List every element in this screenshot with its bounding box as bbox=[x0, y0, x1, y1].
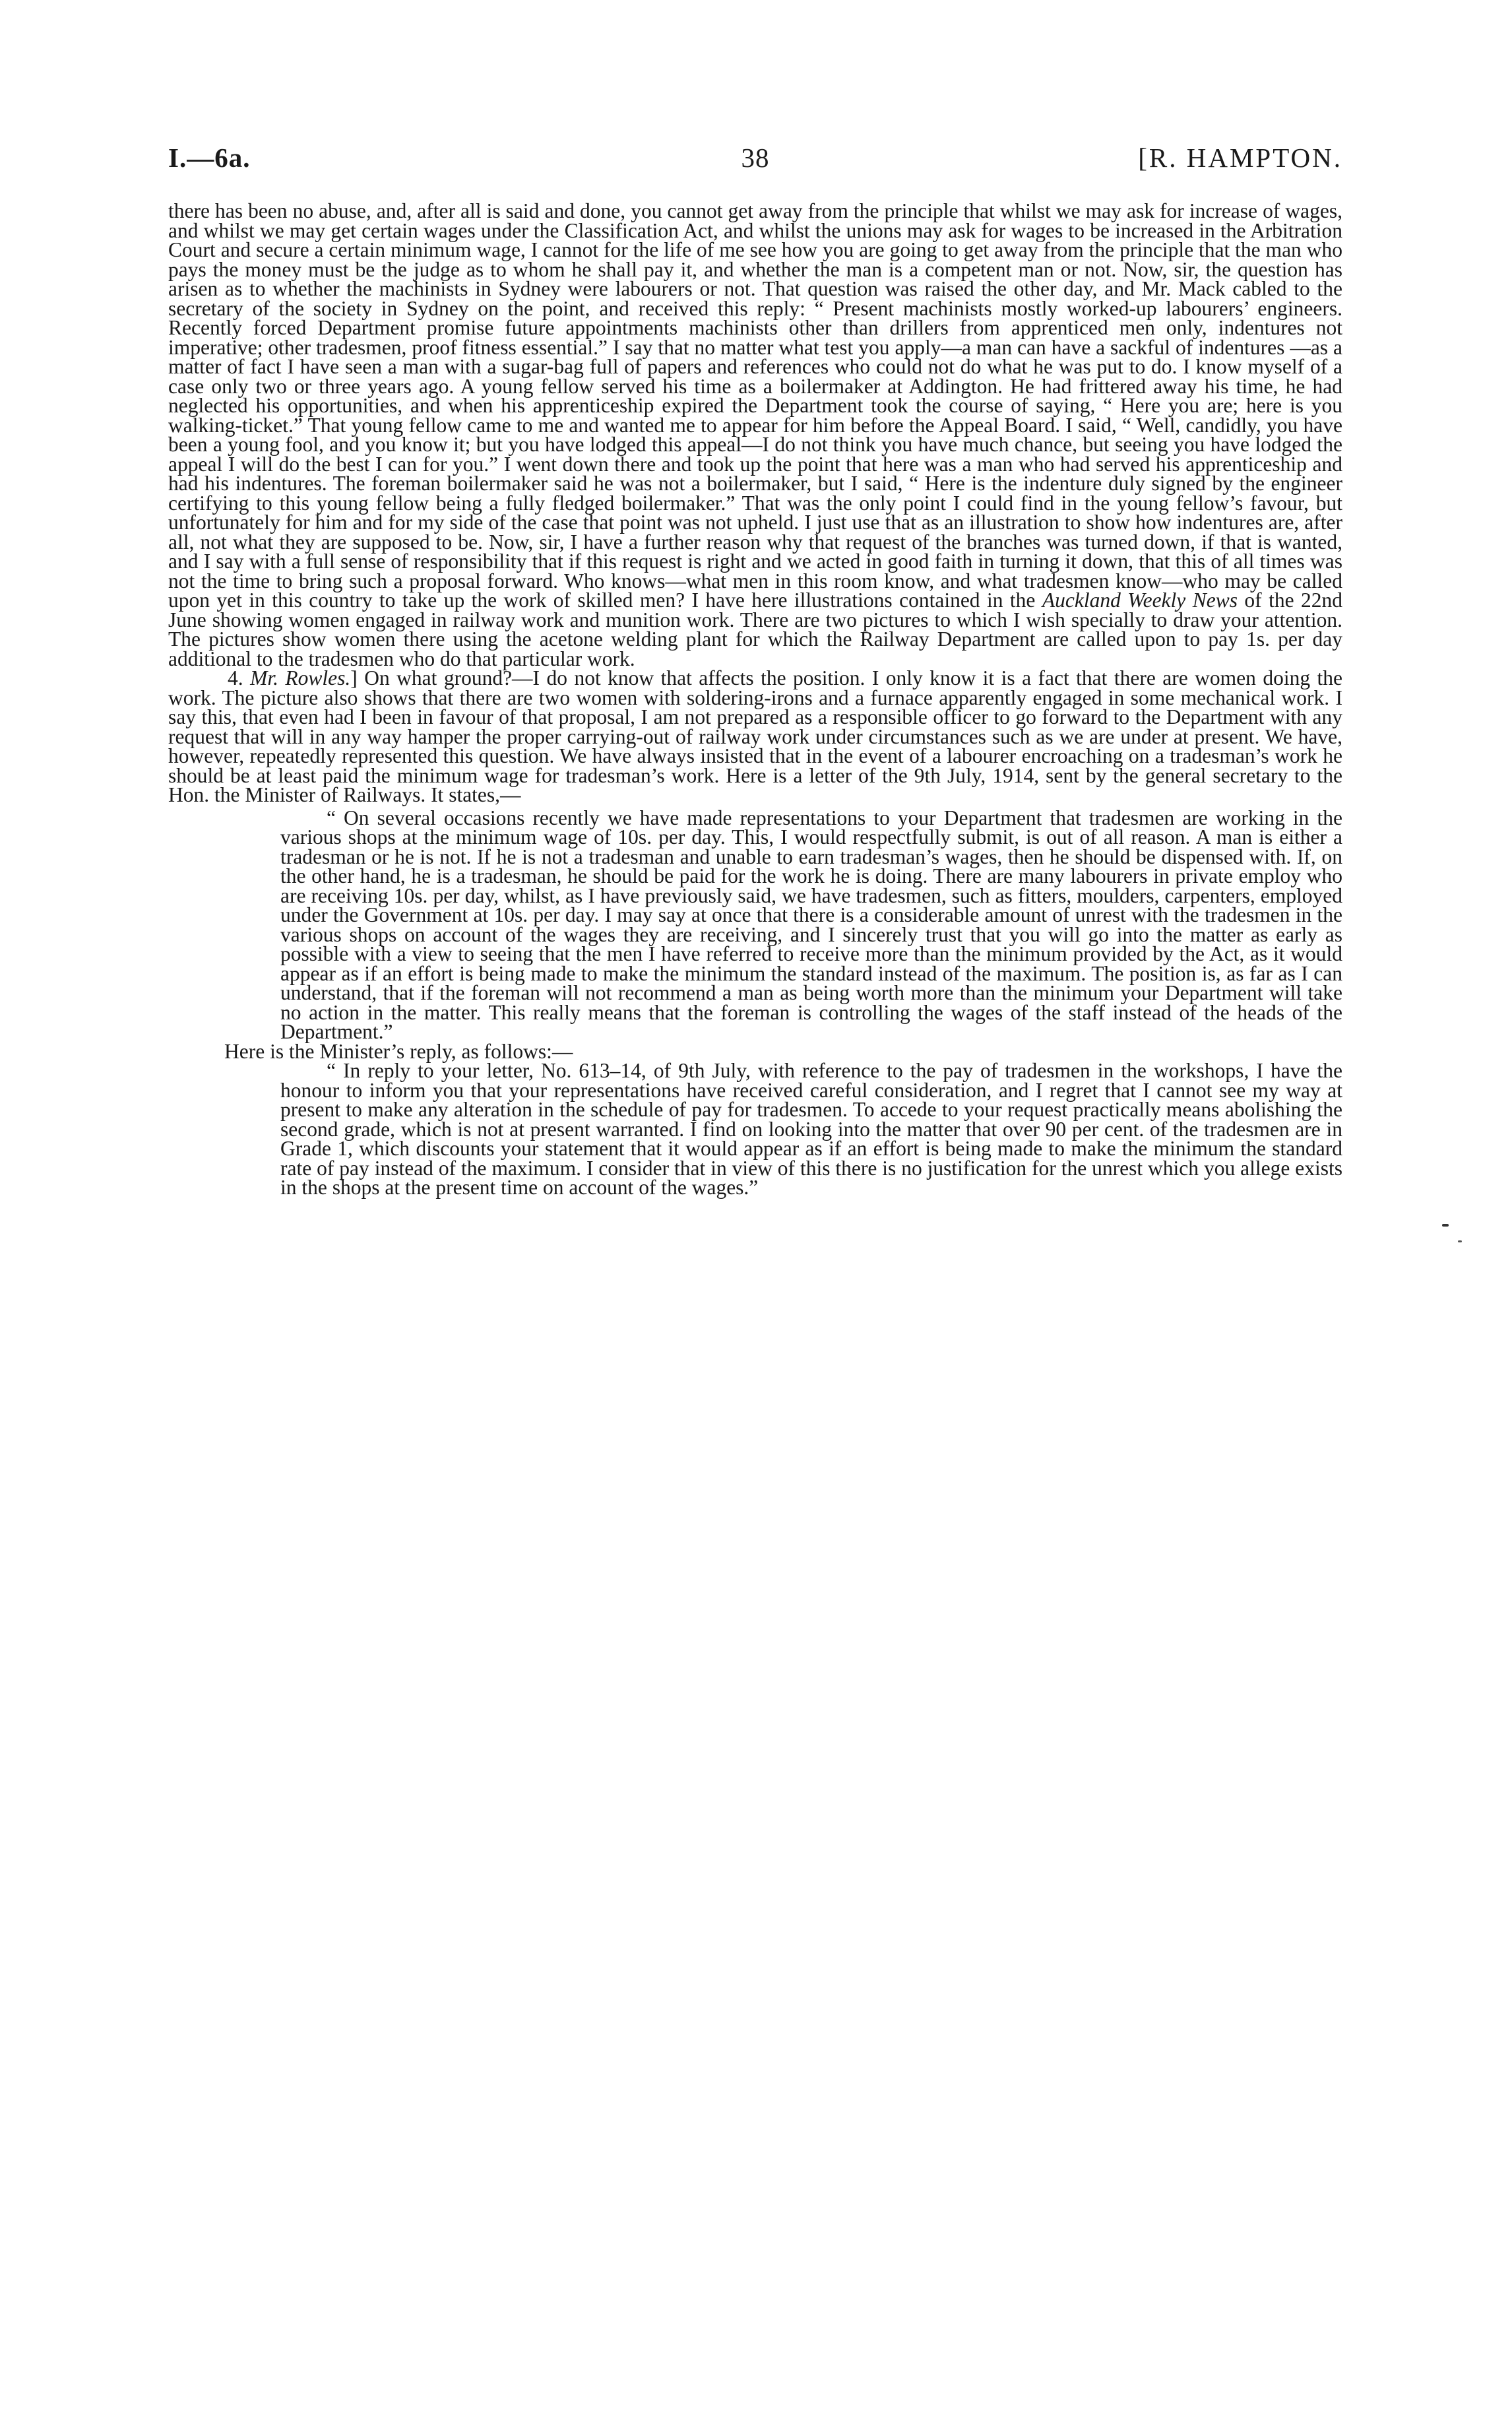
header-reference: I.—6a. bbox=[168, 143, 251, 173]
paragraph-minister-reply: Here is the Minister’s reply, as follows:— bbox=[224, 1039, 573, 1063]
quoted-letter-1: “ On several occasions recently we have made representations to your Department that tradesmen are working in the various shops at the minimum wage of 10s. per day. This, I would respectfully submit, is out of all reason. A man is either a tradesman or he is not. If he is not a tradesman and unable to earn tradesman’s wages, then he should be dispensed with. If, on the other hand, he is a tradesman, he should be paid for the work he is doing. There are many labourers in private employ who are receiving 10s. per day, whilst, as I have previously said, we have tradesmen, such as fitters, moulders, carpenters, employed under the Government at 10s. per day. I may say at once that there is a considerable amount of unrest with the tradesmen in the various shops on account of the wages they are receiving, and I sincerely trust that you will go into the matter as early as possible with a view to seeing that the men I have referred to receive more than the minimum provided by the Act, as it would appear as if an effort is being made to make the minimum the standard instead of the maximum. The position is, as far as I can understand, that if the foreman will not recommend a man as being worth more than the minimum your Department will take no action in the matter. This really means that the foreman is controlling the wages of the staff instead of the heads of the Department.” bbox=[280, 806, 1342, 1043]
question-number: 4. bbox=[228, 666, 243, 689]
paragraph-question-4: 4. Mr. Rowles.] On what ground?—I do not know that affects the position. I only know it is a fact that there are women doing the work. The picture also shows that there are two women with soldering-irons and a furnace apparently engaged in some mechanical work. I say this, that even had I been in favour of that proposal, I am not prepared as a responsible officer to go forward to the Department with any request that will in any way hamper the proper carrying-out of railway work under circumstances such as we are under at present. We have, however, repeatedly represented this question. We have always insisted that in the event of a labourer encroaching on a tradesman’s work he should be at least paid the minimum wage for tradesman’s work. Here is a letter of the 9th July, 1914, sent by the general secretary to the Hon. the Minister of Railways. It states,— bbox=[168, 666, 1343, 806]
quoted-letter-2: “ In reply to your letter, No. 613–14, of 9th July, with reference to the pay of tradesmen in the workshops, I have the honour to inform you that your representations have received careful consideration, and I regret that I cannot see my way at present to make any alteration in the schedule of pay for tradesmen. To accede to your request practically means abolishing the second grade, which is not at present warranted. I find on looking into the matter that over 90 per cent. of the tradesmen are in Grade 1, which discounts your statement that it would appear as if an effort is being made to make the minimum the standard rate of pay instead of the maximum. I consider that in view of this there is no justification for the unrest which you allege exists in the shops at the present time on account of the wages.” bbox=[280, 1059, 1342, 1199]
header-speaker: [R. HAMPTON. bbox=[1138, 143, 1342, 173]
page-header bbox=[168, 142, 1342, 181]
body-text bbox=[168, 201, 1342, 1198]
page-number: 38 bbox=[741, 143, 770, 173]
margin-mark bbox=[1442, 1224, 1449, 1227]
publication-title: Auckland Weekly News bbox=[1042, 589, 1238, 612]
questioner-name: Mr. Rowles. bbox=[250, 666, 351, 689]
paragraph-continuation: there has been no abuse, and, after all is said and done, you cannot get away from the principle that whilst we may ask for increase of wages, and whilst we may get certain wages under the Classification Act, and whilst the unions may ask for wages to be increased in the Arbitration Court and secure a certain minimum wage, I cannot for the life of me see how you are going to get away from the principle that the man who pays the money must be the judge as to whom he shall pay it, and whether the man is a competent man or not. Now, sir, the question has arisen as to whether the machinists in Sydney were labourers or not. That question was raised the other day, and Mr. Mack cabled to the secretary of the society in Sydney on the point, and received this reply: “ Present machinists mostly worked-up labourers’ engineers. Recently forced Department promise future appointments machinists other than drillers from apprenticed men only, indentures not imperative; other tradesmen, proof fitness essential.” I say that no matter what test you apply—a man can have a sackful of indentures —as a matter of fact I have seen a man with a sugar-bag full of papers and references who could not do what he was put to do. I know myself of a case only two or three years ago. A young fellow served his time as a boilermaker at Addington. He had frittered away his time, he had neglected his opportunities, and when his apprenticeship expired the Department took the course of saying, “ Here you are; here is you walking-ticket.” That young fellow came to me and wanted me to appear for him before the Appeal Board. I said, “ Well, candidly, you have been a young fool, and you know it; but you have lodged this appeal—I do not think you have much chance, but seeing you have lodged the appeal I will do the best I can for you.” I went down there and took up the point that here was a man who had served his apprenticeship and had his indentures. The foreman boilermaker said he was not a boilermaker, but I said, “ Here is the indenture duly signed by the engineer certifying to this young fellow being a fully fledged boilermaker.” That was the only point I could find in the young fellow’s favour, but unfortunately for him and for my side of the case that point was not upheld. I just use that as an illustration to show how indentures are, after all, not what they are supposed to be. Now, sir, I have a further reason why that request of the branches was turned down, if that is wanted, and I say with a full sense of responsibility that if this request is right and we acted in good faith in turning it down, that this of all times was not the time to bring such a proposal forward. Who knows—what men in this room know, and what tradesmen know—who may be called upon yet in this country to take up the work of skilled men? I have here illustrations contained in the Auckland Weekly News of the 22nd June showing women engaged in railway work and munition work. There are two pictures to which I wish specially to draw your attention. The pictures show women there using the acetone welding plant for which the Railway Department are called upon to pay 1s. per day additional to the tradesmen who do that particular work. bbox=[168, 199, 1342, 670]
margin-mark-2 bbox=[1458, 1240, 1462, 1242]
